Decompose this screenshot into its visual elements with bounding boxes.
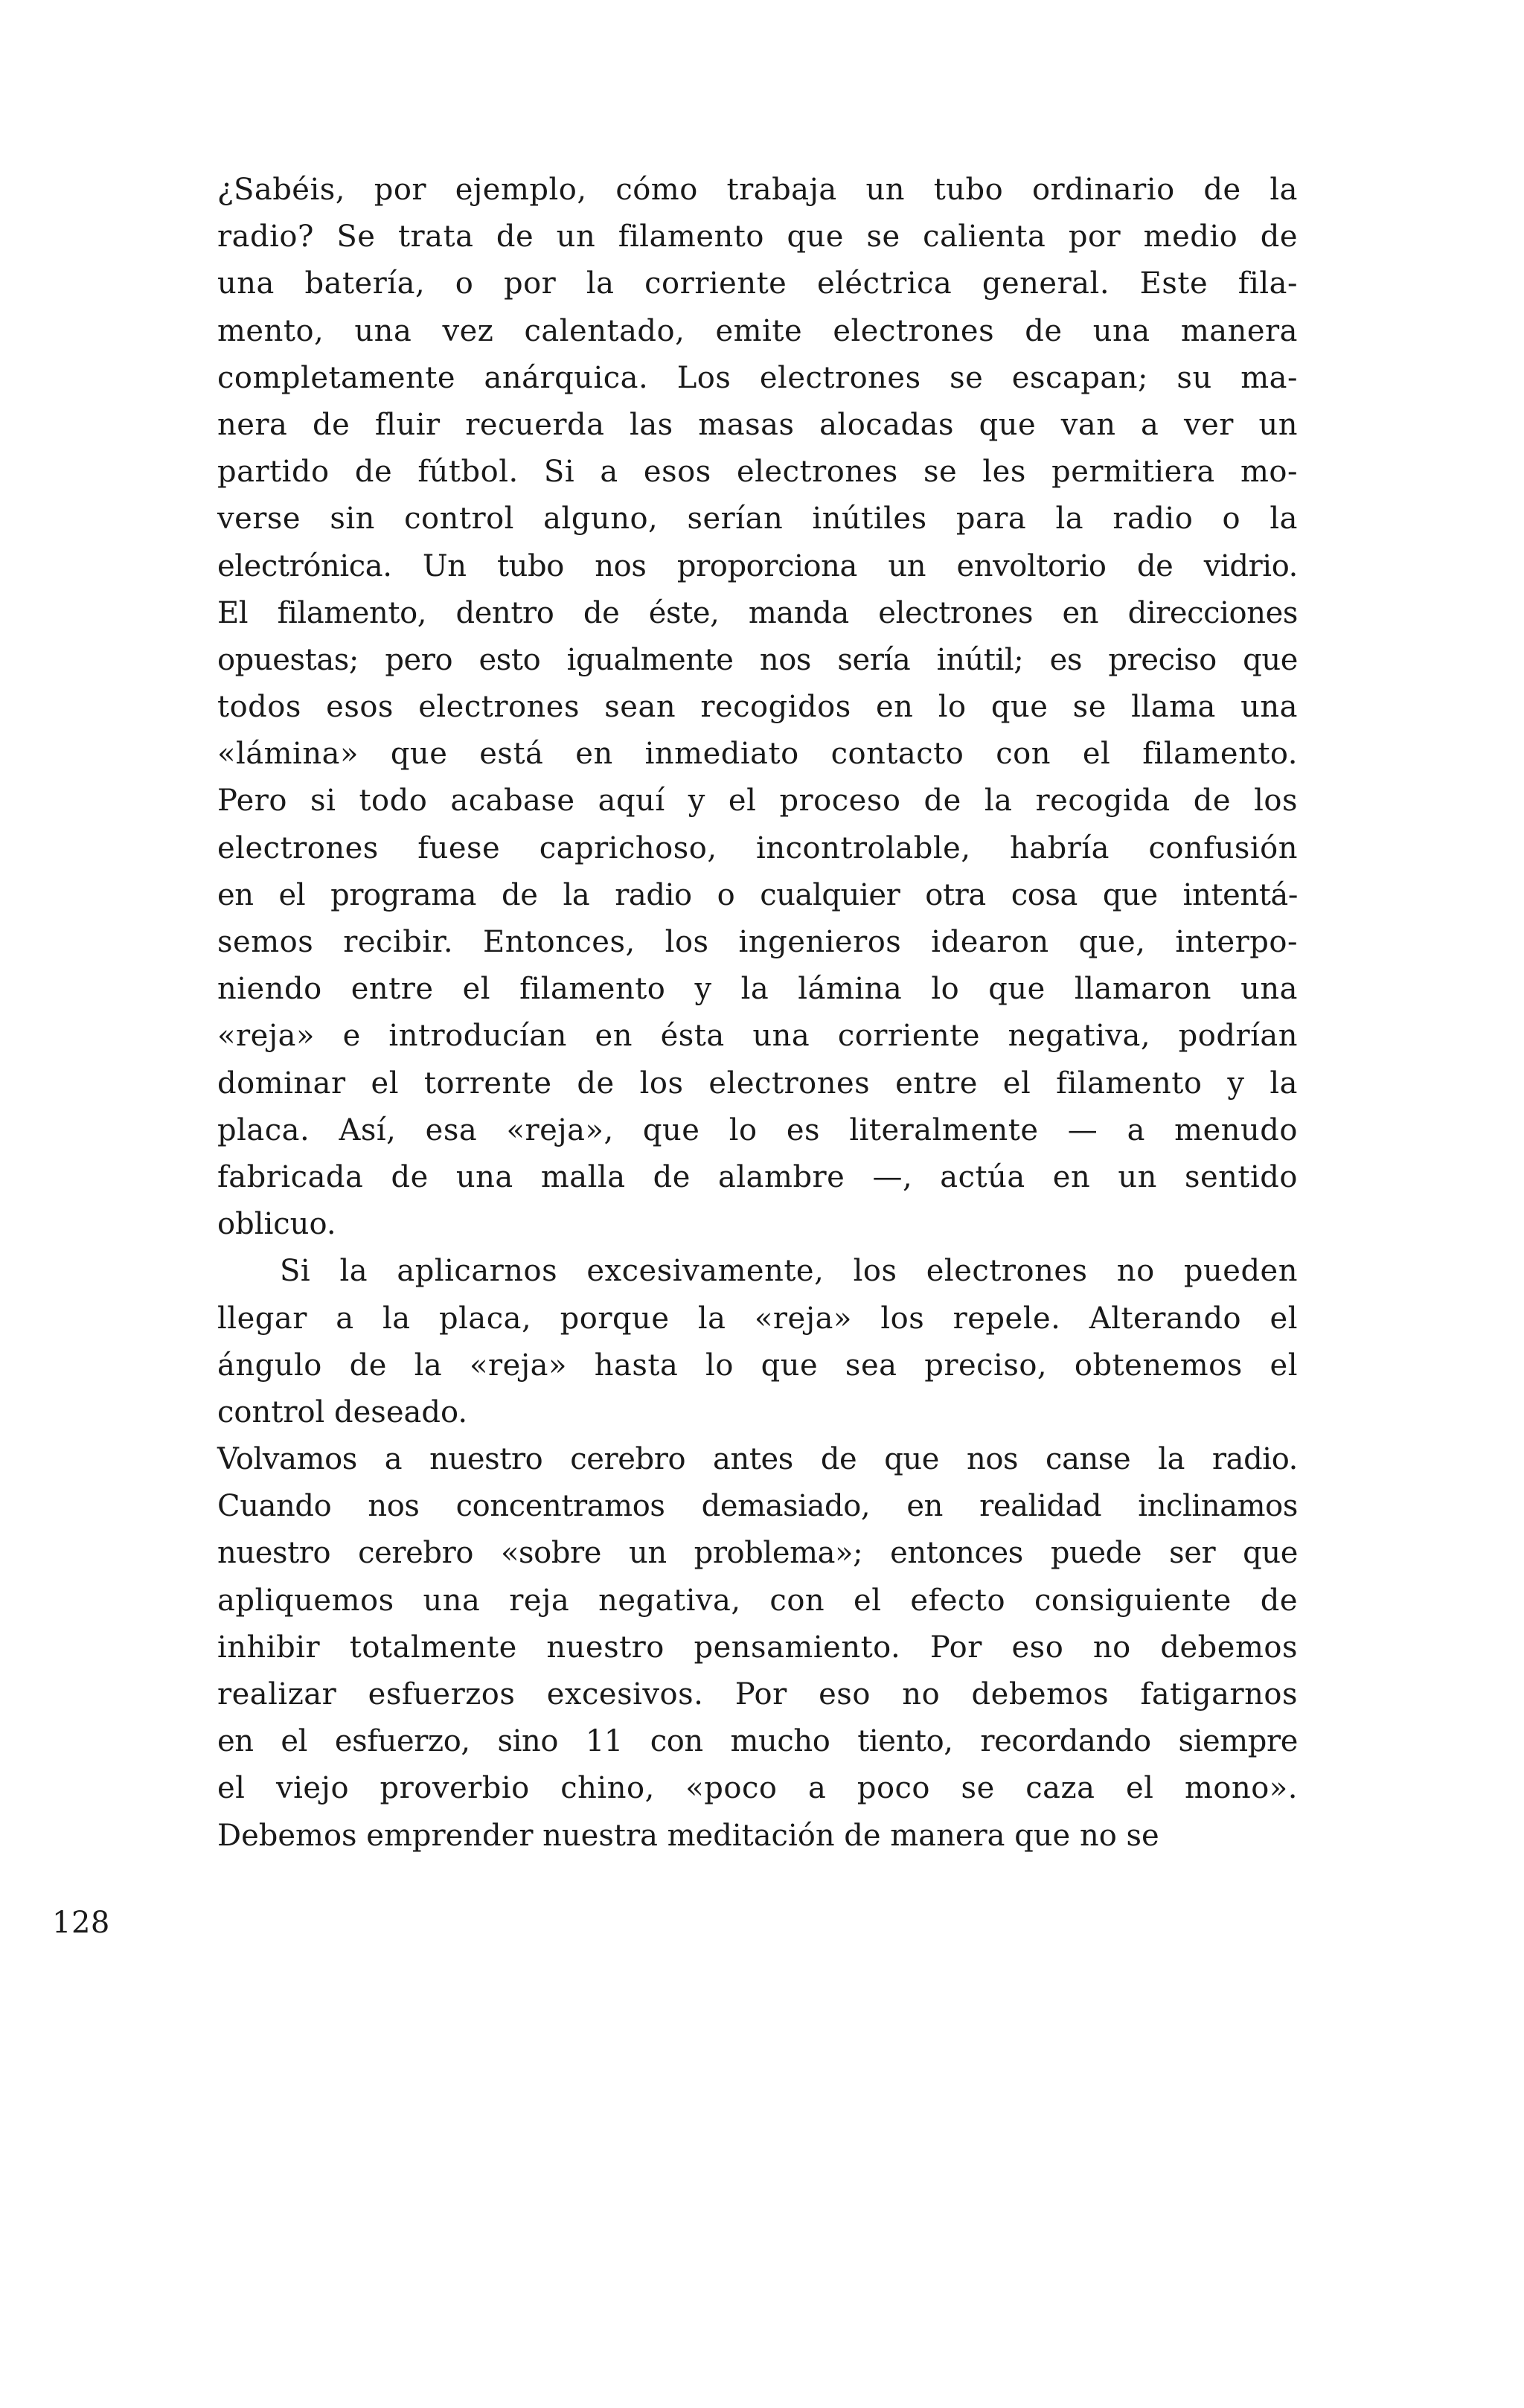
text-line: semos recibir. Entonces, los ingenieros idearon que, interpo- [217,925,1298,959]
text-line: llegar a la placa, porque la «reja» los repele. Alterando el [217,1301,1298,1336]
text-line: ¿Sabéis, por ejemplo, cómo trabaja un tubo ordinario de la [217,173,1298,207]
text-line: Si la aplicarnos excesivamente, los electrones no pueden [280,1254,1298,1289]
text-line: todos esos electrones sean recogidos en lo que se llama una [217,690,1298,725]
text-line: radio? Se trata de un filamento que se calienta por medio de [217,220,1298,254]
text-line: placa. Así, esa «reja», que lo es literalmente — a menudo [217,1112,1298,1147]
text-line: fabricada de una malla de alambre —, actúa en un sentido [217,1159,1298,1194]
text-line: oblicuo. [217,1207,336,1242]
text-line: opuestas; pero esto igualmente nos sería inútil; es preciso que [217,642,1298,677]
text-line: ángulo de la «reja» hasta lo que sea preciso, obtenemos el [217,1348,1298,1383]
text-line: Pero si todo acabase aquí y el proceso de la recogida de los [217,784,1298,819]
text-line: verse sin control alguno, serían inútiles para la radio o la [217,502,1298,537]
page-number: 128 [52,1906,110,1940]
text-line: en el programa de la radio o cualquier otra cosa que intentá- [217,877,1298,912]
text-line: realizar esfuerzos excesivos. Por eso no debemos fatigarnos [217,1677,1298,1711]
text-line: control deseado. [217,1394,468,1429]
text-line: electrones fuese caprichoso, incontrolable, habría confusión [217,830,1298,865]
paragraph-1 [217,167,1298,1248]
text-line: niendo entre el filamento y la lámina lo que llamaron una [217,972,1298,1007]
text-line: nera de fluir recuerda las masas alocadas que van a ver un [217,407,1298,442]
text-line: El filamento, dentro de éste, manda electrones en direcciones [217,595,1298,630]
text-line: nuestro cerebro «sobre un problema»; entonces puede ser que [217,1536,1298,1571]
text-line: mento, una vez calentado, emite electrones de una manera [217,313,1298,348]
text-line: apliquemos una reja negativa, con el efecto consiguiente de [217,1583,1298,1618]
body-text [217,167,1298,1860]
text-line: completamente anárquica. Los electrones se escapan; su ma- [217,360,1298,395]
text-line: Volvamos a nuestro cerebro antes de que nos canse la radio. [217,1442,1298,1477]
text-line: inhibir totalmente nuestro pensamiento. Por eso no debemos [217,1630,1298,1665]
text-line: Cuando nos concentramos demasiado, en realidad inclinamos [217,1489,1298,1524]
text-line: «reja» e introducían en ésta una corriente negativa, podrían [217,1019,1298,1054]
text-line: «lámina» que está en inmediato contacto con el filamento. [217,737,1298,772]
text-line: el viejo proverbio chino, «poco a poco se caza el mono». [217,1771,1298,1806]
paragraph-2 [217,1248,1298,1436]
text-line: partido de fútbol. Si a esos electrones se les permitiera mo- [217,455,1298,490]
text-line: en el esfuerzo, sino 11 con mucho tiento, recordando siempre [217,1724,1298,1759]
text-line: una batería, o por la corriente eléctrica general. Este fila- [217,266,1298,301]
paragraph-3 [217,1436,1298,1860]
text-line: electrónica. Un tubo nos proporciona un envoltorio de vidrio. [217,548,1298,583]
text-line: Debemos emprender nuestra meditación de manera que no se [217,1818,1159,1853]
text-line: dominar el torrente de los electrones entre el filamento y la [217,1066,1298,1101]
